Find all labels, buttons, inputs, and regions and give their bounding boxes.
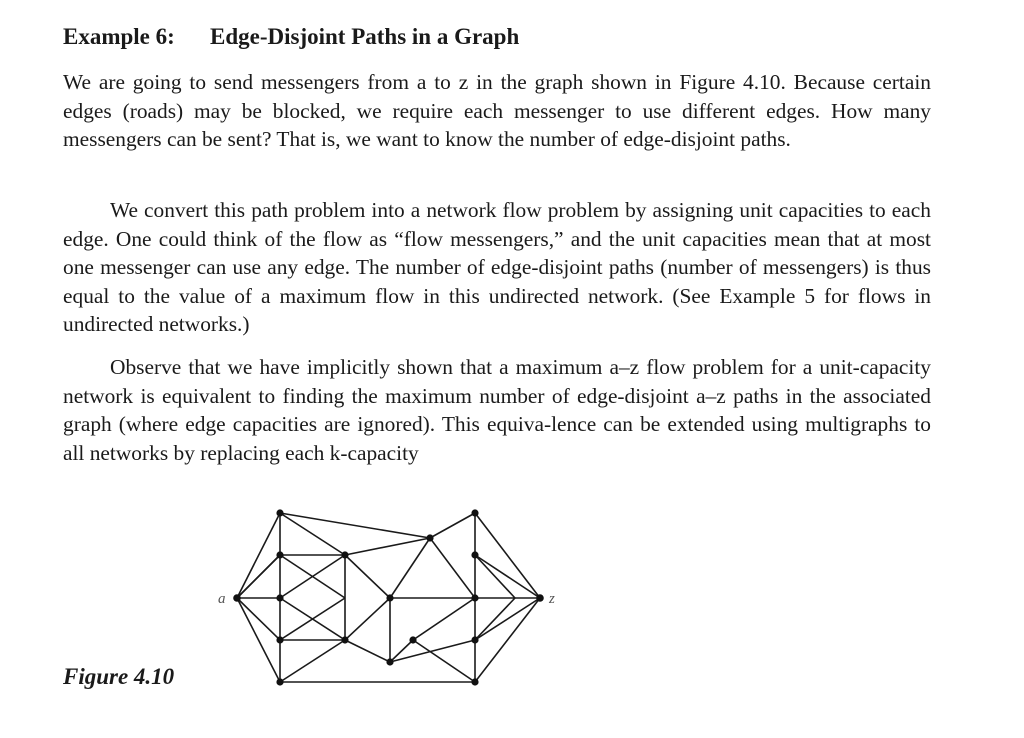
figure-label: Figure 4.10: [63, 664, 175, 689]
graph-edge: [280, 598, 345, 640]
graph-vertex: [276, 678, 283, 685]
graph-edge: [390, 538, 430, 598]
graph-vertex: [471, 509, 478, 516]
graph-edge: [475, 598, 540, 640]
graph-edge: [280, 513, 345, 555]
paragraph-1: We are going to send messengers from a to z in the graph shown in Figure 4.10. Because certain edges (roads) may be blocked, we require each messenger to use different edges. How many messengers can be sent? That is, we want to know the number of edge-disjoint paths.: [63, 70, 931, 152]
graph-edge: [237, 598, 280, 682]
graph-edge: [237, 598, 280, 640]
graph-vertices: [233, 509, 544, 685]
graph-edge: [237, 555, 280, 598]
graph-edge: [345, 555, 390, 598]
example-title: Edge-Disjoint Paths in a Graph: [210, 24, 520, 49]
graph-edge: [280, 555, 345, 598]
graph-edge: [430, 513, 475, 538]
graph-edge: [237, 513, 280, 598]
graph-edge: [413, 640, 475, 682]
graph-edge: [413, 598, 475, 640]
graph-edge: [280, 598, 345, 640]
graph-edge: [237, 555, 280, 598]
graph-edge: [475, 555, 540, 598]
graph-edge: [345, 538, 430, 555]
example-heading: [63, 24, 519, 50]
graph-vertex: [471, 594, 478, 601]
graph-vertex: [409, 636, 416, 643]
paragraph-3: Observe that we have implicitly shown that a maximum a–z flow problem for a unit-capacity network is equivalent to finding the maximum number of edge-disjoint a–z paths in the associated graph (where edge capacities are ignored). This equiva-lence can be extended using multigraphs to all networks by replacing each k-capacity: [63, 355, 931, 465]
paragraph-2: We convert this path problem into a network flow problem by assigning unit capacities to each edge. One could think of the flow as “flow messengers,” and the unit capacities mean that at most one messenger can use any edge. The number of edge-disjoint paths (number of messengers) is thus equal to the value of a maximum flow in this undirected network. (See Example 5 for flows in undirected networks.): [63, 198, 931, 337]
graph-edge: [280, 513, 430, 538]
graph-vertex: [386, 658, 393, 665]
graph-vertex: [471, 678, 478, 685]
graph-edge: [475, 598, 540, 682]
graph-vertex: [386, 594, 393, 601]
graph-edge: [390, 640, 413, 662]
graph-edge: [345, 598, 390, 640]
graph-edge: [390, 640, 475, 662]
graph-edge: [475, 555, 515, 598]
graph-edge: [280, 640, 345, 682]
graph-vertex: [471, 636, 478, 643]
graph-vertex: [341, 636, 348, 643]
graph-edge: [430, 538, 475, 598]
vertex-label-z: z: [549, 591, 555, 607]
graph-edge: [475, 513, 540, 598]
graph-vertex: [471, 551, 478, 558]
graph-edge: [345, 640, 390, 662]
graph-edge: [475, 598, 515, 640]
vertex-label-a: a: [218, 591, 226, 607]
graph-vertex: [341, 551, 348, 558]
example-number: Example 6:: [63, 24, 175, 49]
graph-vertex: [276, 509, 283, 516]
graph-vertex: [536, 594, 544, 602]
graph-vertex: [276, 551, 283, 558]
graph-vertex: [426, 534, 433, 541]
graph-edges: [237, 513, 540, 682]
graph-vertex: [276, 594, 283, 601]
graph-edge: [280, 555, 345, 598]
graph-vertex: [233, 594, 241, 602]
graph-vertex: [276, 636, 283, 643]
